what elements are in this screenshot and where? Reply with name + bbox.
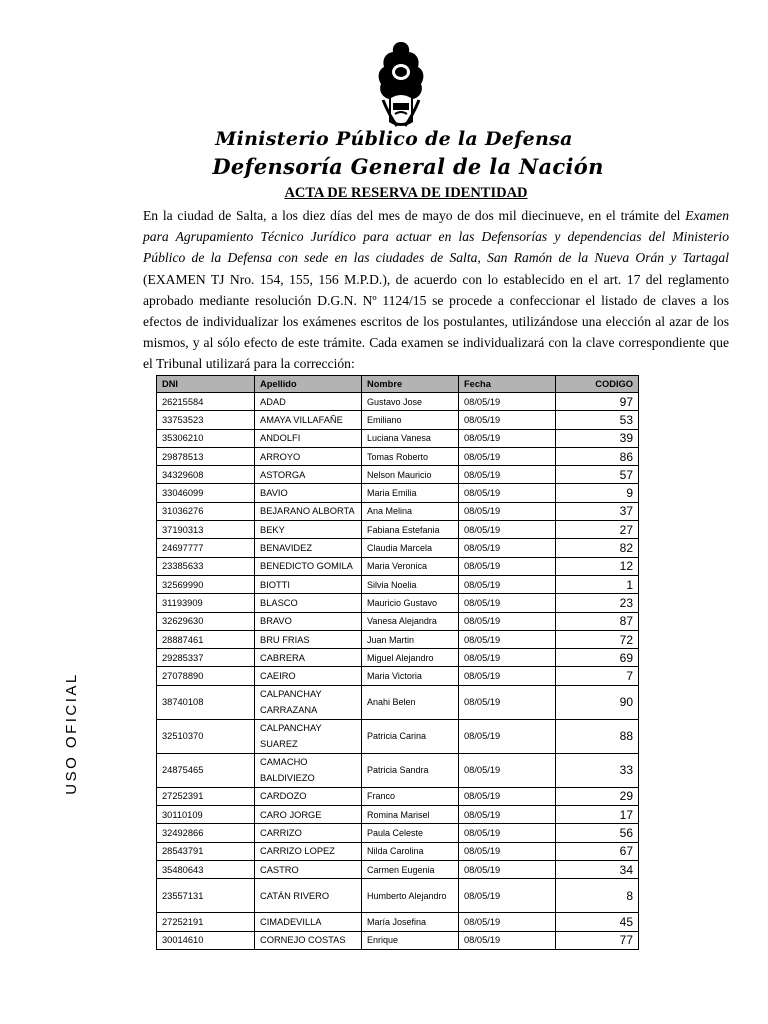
apellido-cell: CATÁN RIVERO — [255, 879, 362, 913]
nombre-cell: Carmen Eugenia — [362, 860, 459, 878]
nombre-cell: Gustavo Jose — [362, 393, 459, 411]
nombre-cell: Maria Victoria — [362, 667, 459, 685]
apellido-cell: CIMADEVILLA — [255, 913, 362, 931]
apellido-cell: ADAD — [255, 393, 362, 411]
codigo-cell: 97 — [556, 393, 639, 411]
table-row — [157, 594, 639, 612]
dni-cell: 30014610 — [157, 931, 255, 949]
column-header-apellido: Apellido — [255, 376, 362, 393]
nombre-cell: Tomas Roberto — [362, 447, 459, 465]
fecha-cell: 08/05/19 — [459, 484, 556, 502]
apellido-cell: CABRERA — [255, 649, 362, 667]
dni-cell: 32569990 — [157, 575, 255, 593]
dni-cell: 31193909 — [157, 594, 255, 612]
uso-oficial-label — [46, 673, 96, 793]
national-coat-of-arms-seal — [375, 40, 427, 130]
nombre-cell: Romina Marisel — [362, 806, 459, 824]
dni-cell: 23557131 — [157, 879, 255, 913]
fecha-cell: 08/05/19 — [459, 575, 556, 593]
dni-cell: 29285337 — [157, 649, 255, 667]
table-row — [157, 931, 639, 949]
dni-cell: 31036276 — [157, 502, 255, 520]
fecha-cell: 08/05/19 — [459, 429, 556, 447]
nombre-cell: Maria Veronica — [362, 557, 459, 575]
codigo-cell: 23 — [556, 594, 639, 612]
intro-paragraph — [143, 205, 729, 375]
apellido-cell: CARRIZO — [255, 824, 362, 842]
table-row — [157, 879, 639, 913]
table-row — [157, 842, 639, 860]
fecha-cell: 08/05/19 — [459, 594, 556, 612]
table-row — [157, 667, 639, 685]
dni-cell: 37190313 — [157, 521, 255, 539]
nombre-cell: Patricia Carina — [362, 719, 459, 753]
fecha-cell: 08/05/19 — [459, 667, 556, 685]
intro-text-italic: Examen para Agrupamiento Técnico Jurídico para actuar en las Defensorías y dependencias del Ministerio Público de la Defensa con sede en las ciudades de Salta, San Ramón de la Nueva Orán y Tartagal — [143, 208, 729, 266]
codigo-cell: 86 — [556, 447, 639, 465]
table-row — [157, 787, 639, 805]
codigo-cell: 77 — [556, 931, 639, 949]
dni-cell: 38740108 — [157, 685, 255, 719]
apellido-cell: CAEIRO — [255, 667, 362, 685]
apellido-cell: ARROYO — [255, 447, 362, 465]
fecha-cell: 08/05/19 — [459, 411, 556, 429]
nombre-cell: Juan Martin — [362, 630, 459, 648]
apellido-cell: BEKY — [255, 521, 362, 539]
apellido-cell: CALPANCHAY SUAREZ — [255, 719, 362, 753]
nombre-cell: Silvia Noelia — [362, 575, 459, 593]
table-header-row — [157, 376, 639, 393]
nombre-cell: Vanesa Alejandra — [362, 612, 459, 630]
fecha-cell: 08/05/19 — [459, 612, 556, 630]
table-row — [157, 539, 639, 557]
codigo-cell: 12 — [556, 557, 639, 575]
fecha-cell: 08/05/19 — [459, 719, 556, 753]
codigo-cell: 1 — [556, 575, 639, 593]
dni-cell: 33753523 — [157, 411, 255, 429]
codigo-cell: 7 — [556, 667, 639, 685]
apellido-cell: BRU FRIAS — [255, 630, 362, 648]
codigo-cell: 53 — [556, 411, 639, 429]
table-row — [157, 447, 639, 465]
codigo-cell: 33 — [556, 753, 639, 787]
apellido-cell: CARO JORGE — [255, 806, 362, 824]
codigo-cell: 82 — [556, 539, 639, 557]
table-row — [157, 860, 639, 878]
codigo-cell: 56 — [556, 824, 639, 842]
dni-cell: 30110109 — [157, 806, 255, 824]
table-row — [157, 411, 639, 429]
table-row — [157, 824, 639, 842]
table-row — [157, 557, 639, 575]
apellido-cell: CASTRO — [255, 860, 362, 878]
fecha-cell: 08/05/19 — [459, 860, 556, 878]
fecha-cell: 08/05/19 — [459, 630, 556, 648]
column-header-codigo: CODIGO — [556, 376, 639, 393]
apellido-cell: BIOTTI — [255, 575, 362, 593]
fecha-cell: 08/05/19 — [459, 824, 556, 842]
intro-text-2: (EXAMEN TJ Nro. 154, 155, 156 M.P.D.), de acuerdo con lo establecido en el art. 17 del reglamento aprobado mediante resolución D.G.N. Nº 1124/15 se procede a confeccionar el listado de claves a los efectos de individualizar los exámenes escritos de los postulantes, utilizándose una elección al azar de los mismos, y al sólo efecto de este trámite. Cada examen se individualizará con la clave correspondiente que el Tribunal utilizará para la corrección: — [143, 271, 729, 372]
nombre-cell: Mauricio Gustavo — [362, 594, 459, 612]
dni-cell: 23385633 — [157, 557, 255, 575]
codigo-cell: 29 — [556, 787, 639, 805]
fecha-cell: 08/05/19 — [459, 806, 556, 824]
table-row — [157, 502, 639, 520]
nombre-cell: Enrique — [362, 931, 459, 949]
nombre-cell: Nelson Mauricio — [362, 466, 459, 484]
fecha-cell: 08/05/19 — [459, 521, 556, 539]
dni-cell: 27252191 — [157, 913, 255, 931]
nombre-cell: María Josefina — [362, 913, 459, 931]
codigo-cell: 69 — [556, 649, 639, 667]
dni-cell: 32510370 — [157, 719, 255, 753]
table-row — [157, 466, 639, 484]
dni-cell: 24697777 — [157, 539, 255, 557]
table-row — [157, 575, 639, 593]
fecha-cell: 08/05/19 — [459, 753, 556, 787]
apellido-cell: ASTORGA — [255, 466, 362, 484]
fecha-cell: 08/05/19 — [459, 539, 556, 557]
table-row — [157, 521, 639, 539]
fecha-cell: 08/05/19 — [459, 557, 556, 575]
fecha-cell: 08/05/19 — [459, 685, 556, 719]
nombre-cell: Miguel Alejandro — [362, 649, 459, 667]
dni-cell: 34329608 — [157, 466, 255, 484]
apellido-cell: BENAVIDEZ — [255, 539, 362, 557]
dni-cell: 29878513 — [157, 447, 255, 465]
table-row — [157, 429, 639, 447]
nombre-cell: Maria Emilia — [362, 484, 459, 502]
codigo-cell: 27 — [556, 521, 639, 539]
codigo-cell: 8 — [556, 879, 639, 913]
table-row — [157, 913, 639, 931]
nombre-cell: Emiliano — [362, 411, 459, 429]
fecha-cell: 08/05/19 — [459, 913, 556, 931]
defensoria-name: Defensoría General de la Nación — [212, 154, 604, 179]
dni-cell: 28887461 — [157, 630, 255, 648]
apellido-cell: BENEDICTO GOMILA — [255, 557, 362, 575]
apellido-cell: CORNEJO COSTAS — [255, 931, 362, 949]
codigo-cell: 90 — [556, 685, 639, 719]
dni-cell: 32492866 — [157, 824, 255, 842]
dni-cell: 33046099 — [157, 484, 255, 502]
apellido-cell: CAMACHO BALDIVIEZO — [255, 753, 362, 787]
apellido-cell: BLASCO — [255, 594, 362, 612]
codigo-cell: 37 — [556, 502, 639, 520]
apellido-cell: BAVIO — [255, 484, 362, 502]
dni-cell: 32629630 — [157, 612, 255, 630]
column-header-fecha: Fecha — [459, 376, 556, 393]
fecha-cell: 08/05/19 — [459, 649, 556, 667]
claves-table — [156, 375, 639, 950]
fecha-cell: 08/05/19 — [459, 393, 556, 411]
fecha-cell: 08/05/19 — [459, 842, 556, 860]
codigo-cell: 72 — [556, 630, 639, 648]
nombre-cell: Fabiana Estefania — [362, 521, 459, 539]
side-label-text: USO OFICIAL — [62, 671, 80, 795]
nombre-cell: Paula Celeste — [362, 824, 459, 842]
fecha-cell: 08/05/19 — [459, 502, 556, 520]
codigo-cell: 9 — [556, 484, 639, 502]
codigo-cell: 67 — [556, 842, 639, 860]
codigo-cell: 45 — [556, 913, 639, 931]
nombre-cell: Nilda Carolina — [362, 842, 459, 860]
table-row — [157, 393, 639, 411]
nombre-cell: Patricia Sandra — [362, 753, 459, 787]
intro-text-1: En la ciudad de Salta, a los diez días del mes de mayo de dos mil diecinueve, en el trámite del — [143, 208, 686, 223]
nombre-cell: Ana Melina — [362, 502, 459, 520]
dni-cell: 27078890 — [157, 667, 255, 685]
table-row — [157, 685, 639, 719]
fecha-cell: 08/05/19 — [459, 931, 556, 949]
document-title: ACTA DE RESERVA DE IDENTIDAD — [284, 185, 528, 201]
dni-cell: 27252391 — [157, 787, 255, 805]
codigo-cell: 17 — [556, 806, 639, 824]
codigo-cell: 88 — [556, 719, 639, 753]
table-row — [157, 753, 639, 787]
apellido-cell: BEJARANO ALBORTA — [255, 502, 362, 520]
apellido-cell: AMAYA VILLAFAÑE — [255, 411, 362, 429]
table-row — [157, 649, 639, 667]
nombre-cell: Anahi Belen — [362, 685, 459, 719]
dni-cell: 35480643 — [157, 860, 255, 878]
fecha-cell: 08/05/19 — [459, 787, 556, 805]
codigo-cell: 34 — [556, 860, 639, 878]
nombre-cell: Luciana Vanesa — [362, 429, 459, 447]
column-header-dni: DNI — [157, 376, 255, 393]
dni-cell: 24875465 — [157, 753, 255, 787]
codigo-cell: 57 — [556, 466, 639, 484]
fecha-cell: 08/05/19 — [459, 447, 556, 465]
table-row — [157, 719, 639, 753]
table-row — [157, 484, 639, 502]
apellido-cell: CARRIZO LOPEZ — [255, 842, 362, 860]
table-row — [157, 630, 639, 648]
table-row — [157, 612, 639, 630]
apellido-cell: ANDOLFI — [255, 429, 362, 447]
nombre-cell: Humberto Alejandro — [362, 879, 459, 913]
dni-cell: 35306210 — [157, 429, 255, 447]
codigo-cell: 39 — [556, 429, 639, 447]
apellido-cell: CALPANCHAY CARRAZANA — [255, 685, 362, 719]
apellido-cell: CARDOZO — [255, 787, 362, 805]
ministry-name: Ministerio Público de la Defensa — [215, 128, 573, 150]
table-row — [157, 806, 639, 824]
dni-cell: 26215584 — [157, 393, 255, 411]
column-header-nombre: Nombre — [362, 376, 459, 393]
codigo-cell: 87 — [556, 612, 639, 630]
nombre-cell: Claudia Marcela — [362, 539, 459, 557]
apellido-cell: BRAVO — [255, 612, 362, 630]
table-body — [157, 393, 639, 950]
nombre-cell: Franco — [362, 787, 459, 805]
fecha-cell: 08/05/19 — [459, 466, 556, 484]
fecha-cell: 08/05/19 — [459, 879, 556, 913]
dni-cell: 28543791 — [157, 842, 255, 860]
